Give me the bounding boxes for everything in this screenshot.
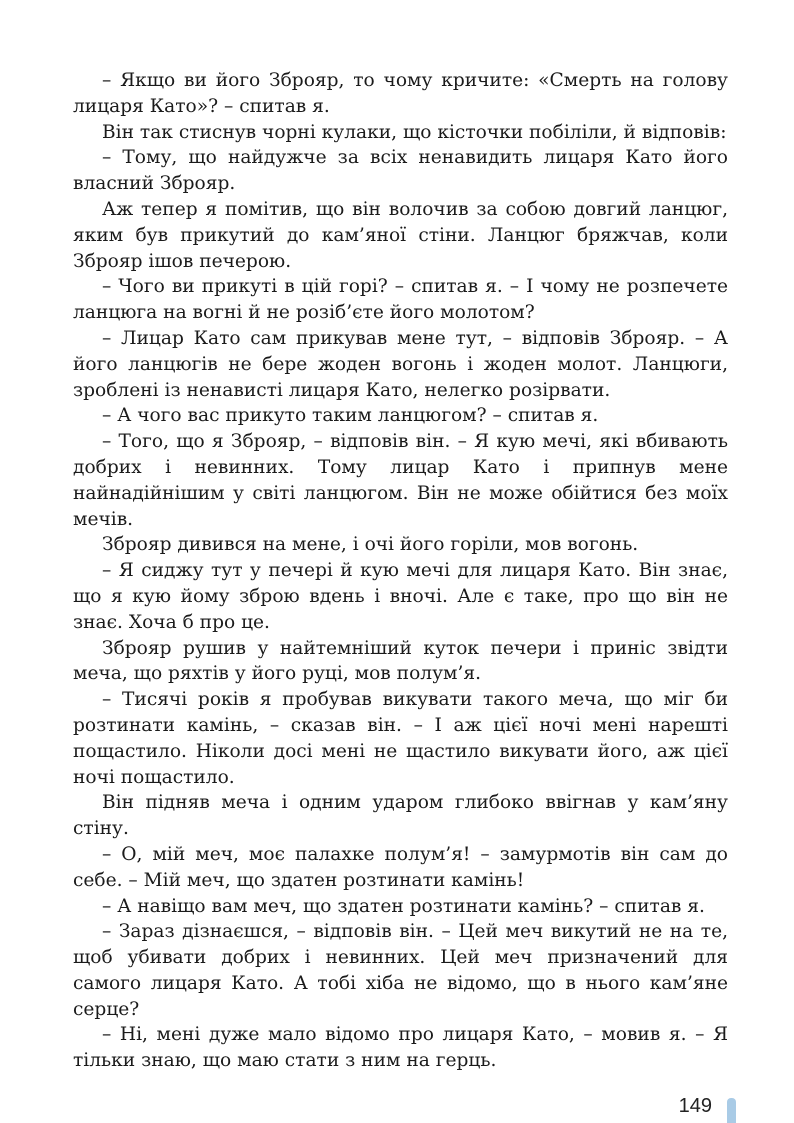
paragraph: – Чого ви прикуті в цій горі? – спитав я. – І чому не розпечете ланцюга на вогні й не розіб’єте його молотом?	[73, 276, 728, 324]
page-body-text	[73, 68, 728, 1074]
paragraph: – Того, що я Зброяр, – відповів він. – Я кую мечі, які вбивають добрих і невинних. Тому лицар Като і припнув мене найнадійнішим у світі ланцюгом. Він не може обійтися без моїх мечів.	[73, 431, 728, 530]
page-number: 149	[678, 1095, 712, 1117]
paragraph: – О, мій меч, моє палахке полум’я! – замурмотів він сам до себе. – Мій меч, що здатен розтинати камінь!	[73, 843, 728, 891]
page-edge-tab	[727, 1098, 736, 1123]
paragraph: – А навіщо вам меч, що здатен розтинати камінь? – спитав я.	[102, 895, 705, 917]
paragraph: Зброяр рушив у найтемніший куток печери і приніс звідти меча, що ряхтів у його руці, мов полум’я.	[73, 637, 728, 685]
paragraph: – Тому, що найдужче за всіх ненавидить лицаря Като його власний Зброяр.	[73, 147, 728, 195]
paragraph: – А чого вас прикуто таким ланцюгом? – спитав я.	[102, 405, 599, 427]
paragraph: – Тисячі років я пробував викувати такого меча, що міг би розтинати камінь, – сказав він. – І аж цієї ночі мені нарешті пощастило. Ніколи досі мені не щастило викувати його, аж цієї ночі пощастило.	[73, 689, 728, 788]
paragraph: Аж тепер я помітив, що він волочив за собою довгий ланцюг, яким був прикутий до кам’яної стіни. Ланцюг бряжчав, коли Зброяр ішов печерою.	[73, 198, 728, 272]
paragraph: – Ні, мені дуже мало відомо про лицаря Като, – мовив я. – Я тільки знаю, що маю стати з ним на герць.	[73, 1024, 728, 1072]
paragraph: Він так стиснув чорні кулаки, що кісточки побіліли, й відповів:	[102, 121, 727, 143]
paragraph: – Я сиджу тут у печері й кую мечі для лицаря Като. Він знає, що я кую йому зброю вдень і вночі. Але є таке, про що він не знає. Хоча б про це.	[73, 560, 728, 633]
paragraph: Зброяр дивився на мене, і очі його горіли, мов вогонь.	[102, 534, 639, 556]
paragraph: – Якщо ви його Зброяр, то чому кричите: «Смерть на голову лицаря Като»? – спитав я.	[73, 70, 728, 117]
paragraph: – Лицар Като сам прикував мене тут, – відповів Зброяр. – А його ланцюгів не бере жоден вогонь і жоден молот. Ланцюги, зроблені із ненависті лицаря Като, нелегко розірвати.	[73, 327, 728, 401]
paragraph: – Зараз дізнаєшся, – відповів він. – Цей меч викутий не на те, щоб убивати добрих і невинних. Цей меч призначений для самого лицаря Като. А тобі хіба не відомо, що в нього кам’яне серце?	[73, 921, 728, 1020]
paragraph: Він підняв меча і одним ударом глибоко ввігнав у кам’яну стіну.	[73, 792, 728, 840]
